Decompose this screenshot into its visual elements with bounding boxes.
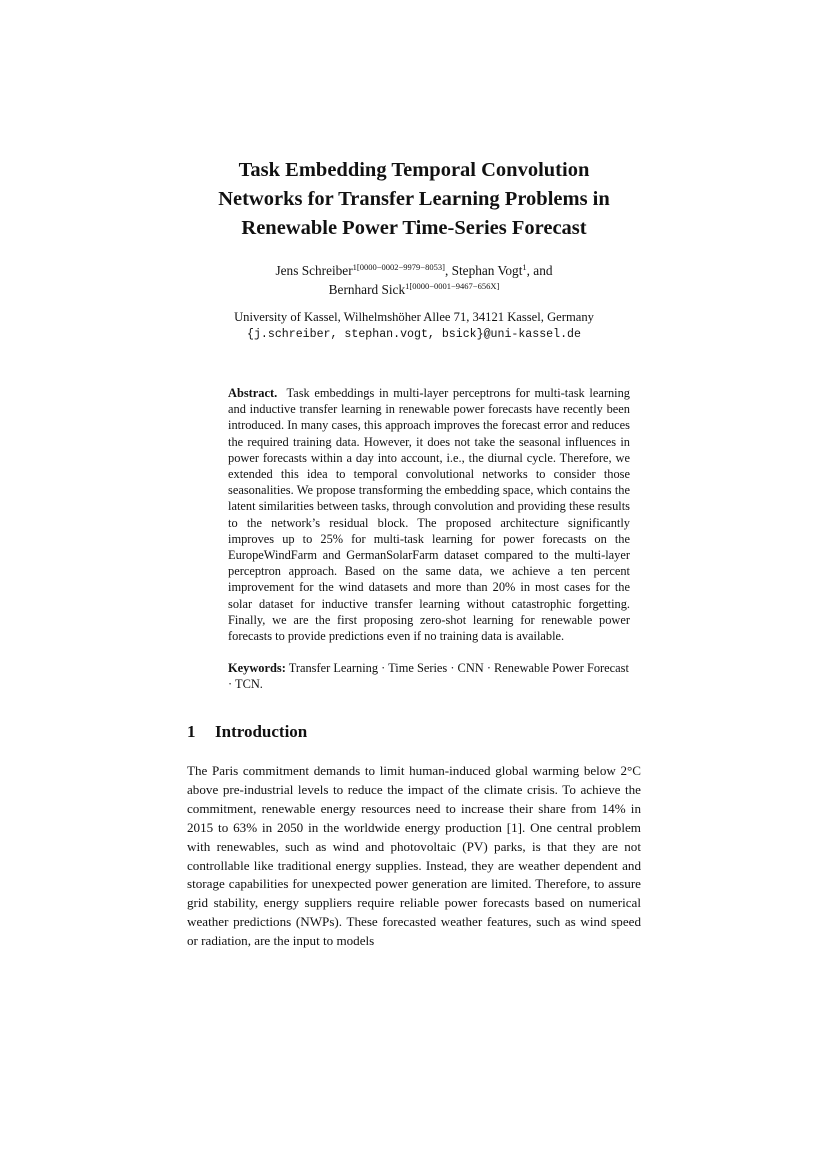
author-separator: , and [526, 263, 553, 278]
abstract-paragraph [228, 385, 630, 644]
author-name: Stephan Vogt [451, 263, 523, 278]
affiliation-block [150, 308, 678, 344]
abstract-label: Abstract. [228, 386, 278, 400]
author-name: Bernhard Sick [328, 282, 406, 297]
author-affil-mark: 1 [522, 262, 527, 272]
author-orcid: 1[0000−0001−9467−656X] [405, 281, 500, 291]
author-orcid: 1[0000−0002−9979−8053] [352, 262, 445, 272]
paper-title [150, 156, 678, 243]
section-number: 1 [187, 722, 196, 741]
author-emails: {j.schreiber, stephan.vogt, bsick}@uni-kassel.de [247, 328, 581, 341]
title-line: Networks for Transfer Learning Problems in [218, 188, 610, 210]
title-line: Renewable Power Time-Series Forecast [241, 217, 587, 239]
author-name: Jens Schreiber [275, 263, 353, 278]
keywords-text: Transfer Learning · Time Series · CNN · Renewable Power Forecast · TCN. [228, 661, 629, 692]
section-title: Introduction [215, 722, 308, 741]
title-line: Task Embedding Temporal Convolution [238, 159, 590, 181]
abstract-text: Task embeddings in multi-layer perceptrons for multi-task learning and inductive transfer learning in renewable power forecasts have recently been introduced. In many cases, this approach improves the forecast error and reduces the required training data. However, it does not take the seasonal influences in power forecasts within a day into account, i.e., the diurnal cycle. Therefore, we extended this idea to temporal convolutional networks to consider those seasonalities. We propose transforming the embedding space, which contains the latent similarities between tasks, through convolution and providing these results to the network’s residual block. The proposed architecture significantly improves up to 25% for multi-task learning for power forecasts on the EuropeWindFarm and GermanSolarFarm dataset compared to the multi-layer perceptron approach. Based on the same data, we achieve a ten percent improvement for the wind datasets and more than 20% in most cases for the solar dataset for inductive transfer learning without catastrophic forgetting. Finally, we are the first proposing zero-shot learning for renewable power forecasts to provide predictions even if no training data is available. [228, 386, 630, 644]
introduction-body [187, 762, 641, 951]
keywords-label: Keywords: [228, 661, 286, 675]
section-heading [187, 721, 307, 743]
author-list [150, 261, 678, 299]
abstract [228, 385, 630, 644]
author-line [150, 280, 678, 299]
affiliation: University of Kassel, Wilhelmshöher Allee 71, 34121 Kassel, Germany [234, 310, 594, 324]
author-line [150, 261, 678, 280]
author-separator: , [444, 263, 452, 278]
keywords [228, 660, 630, 692]
body-paragraph: The Paris commitment demands to limit human-induced global warming below 2°C above pre-industrial levels to reduce the impact of the climate crisis. To achieve the commitment, renewable energy resources need to increase their share from 14% in 2015 to 63% in 2050 in the worldwide energy production [1]. One central problem with renewables, such as wind and photovoltaic (PV) parks, is that they are not controllable like traditional energy supplies. Instead, they are weather dependent and storage capabilities for unexpected power generation are limited. Therefore, to assure grid stability, energy suppliers require reliable power forecasts based on numerical weather predictions (NWPs). These forecasted weather features, such as wind speed or radiation, are the input to models [187, 763, 641, 949]
